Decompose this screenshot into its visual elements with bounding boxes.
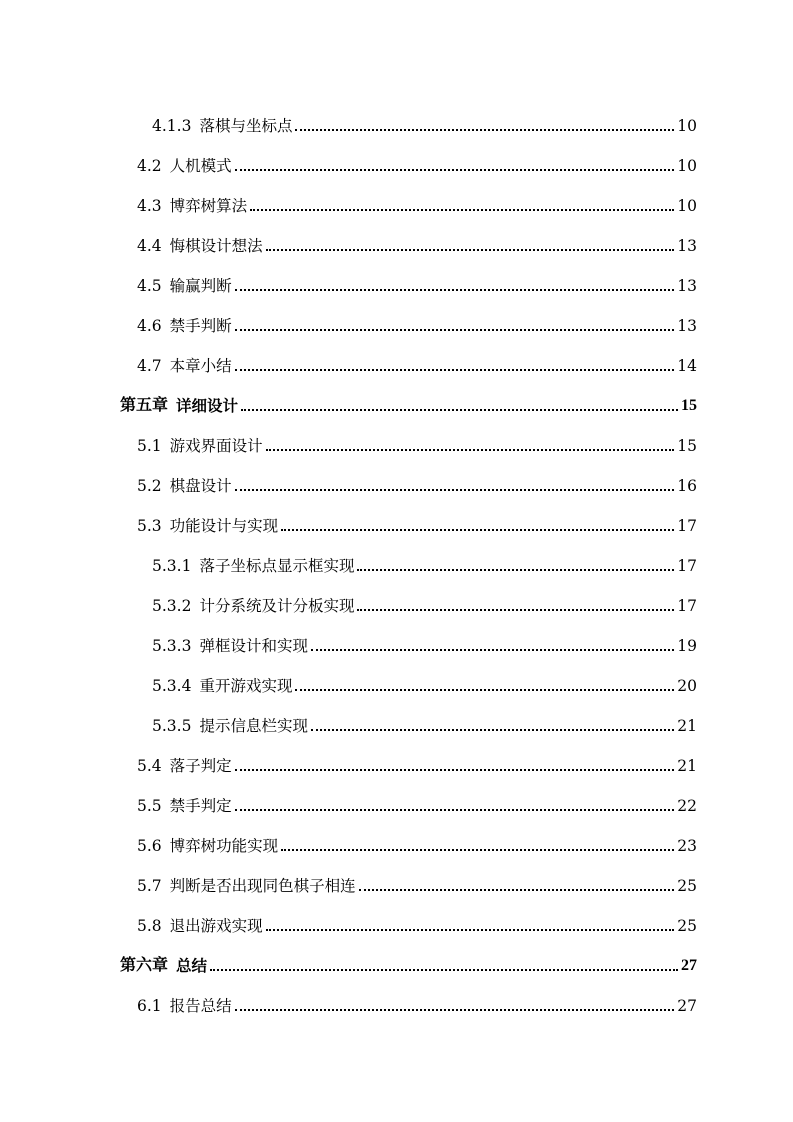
dot-leader <box>266 248 675 251</box>
dot-leader <box>235 768 675 771</box>
toc-title: 游戏界面设计 <box>169 437 263 455</box>
dot-leader <box>266 448 675 451</box>
dot-leader <box>235 488 675 491</box>
dot-leader <box>357 568 674 571</box>
toc-number: 5.3.2 <box>152 597 192 615</box>
toc-title: 落棋与坐标点 <box>199 117 293 135</box>
toc-entry[interactable] <box>137 736 697 776</box>
dot-leader <box>281 528 674 531</box>
toc-chapter-entry[interactable] <box>120 936 697 976</box>
toc-title: 博弈树算法 <box>169 197 248 215</box>
toc-title: 计分系统及计分板实现 <box>199 597 355 615</box>
toc-entry[interactable] <box>152 576 697 616</box>
toc-number: 4.1.3 <box>152 117 192 135</box>
toc-entry[interactable] <box>137 256 697 296</box>
toc-title: 落子判定 <box>169 757 232 775</box>
toc-page: 15 <box>681 397 697 414</box>
toc-page: 21 <box>677 757 697 775</box>
toc-page: 10 <box>677 197 697 215</box>
toc-entry[interactable] <box>137 776 697 816</box>
toc-entry[interactable] <box>152 656 697 696</box>
toc-entry[interactable] <box>152 536 697 576</box>
toc-title: 退出游戏实现 <box>169 917 263 935</box>
toc-title: 提示信息栏实现 <box>199 717 308 735</box>
toc-entry[interactable] <box>137 456 697 496</box>
toc-title: 禁手判定 <box>169 797 232 815</box>
toc-page: 15 <box>677 437 697 455</box>
dot-leader <box>235 168 675 171</box>
dot-leader <box>235 328 675 331</box>
toc-chapter-title: 总结 <box>176 957 208 975</box>
toc-page: 10 <box>677 117 697 135</box>
toc-title: 输赢判断 <box>169 277 232 295</box>
toc-entry[interactable] <box>152 616 697 656</box>
dot-leader <box>357 608 674 611</box>
dot-leader <box>241 408 678 411</box>
toc-page: 17 <box>677 517 697 535</box>
toc-page: 14 <box>677 357 697 375</box>
toc-title: 判断是否出现同色棋子相连 <box>169 877 356 895</box>
toc-title: 博弈树功能实现 <box>169 837 279 855</box>
dot-leader <box>311 648 674 651</box>
toc-number: 5.3.4 <box>152 677 192 695</box>
toc-number: 5.1 <box>137 437 162 455</box>
dot-leader <box>235 1008 675 1011</box>
toc-title: 人机模式 <box>169 157 232 175</box>
toc-entry[interactable] <box>137 336 697 376</box>
toc-page: 22 <box>677 797 697 815</box>
toc-number: 4.3 <box>137 197 162 215</box>
toc-page: 13 <box>677 237 697 255</box>
dot-leader <box>311 728 674 731</box>
dot-leader <box>250 208 674 211</box>
toc-title: 重开游戏实现 <box>199 677 293 695</box>
toc-page: 25 <box>677 917 697 935</box>
toc-chapter-title: 详细设计 <box>176 397 239 415</box>
toc-chapter-number: 第五章 <box>120 397 169 414</box>
toc-title: 棋盘设计 <box>169 477 232 495</box>
toc-number: 4.7 <box>137 357 162 375</box>
dot-leader <box>295 688 674 691</box>
toc-entry[interactable] <box>137 176 697 216</box>
toc-entry[interactable] <box>137 496 697 536</box>
toc-number: 4.5 <box>137 277 162 295</box>
toc-number: 5.4 <box>137 757 162 775</box>
toc-page: 27 <box>681 957 697 974</box>
toc-page: 21 <box>677 717 697 735</box>
toc-page: 13 <box>677 277 697 295</box>
toc-number: 5.3.5 <box>152 717 192 735</box>
toc-entry[interactable] <box>152 96 697 136</box>
toc-page: 17 <box>677 597 697 615</box>
toc-title: 禁手判断 <box>169 317 232 335</box>
toc-entry[interactable] <box>137 296 697 336</box>
toc-number: 4.2 <box>137 157 162 175</box>
toc-title: 本章小结 <box>169 357 232 375</box>
toc-page: 17 <box>677 557 697 575</box>
dot-leader <box>210 968 678 971</box>
dot-leader <box>266 928 675 931</box>
toc-entry[interactable] <box>137 896 697 936</box>
toc-title: 弹框设计和实现 <box>199 637 308 655</box>
toc-entry[interactable] <box>137 136 697 176</box>
toc-page: 13 <box>677 317 697 335</box>
toc-entry[interactable] <box>137 976 697 1016</box>
toc-number: 5.3.1 <box>152 557 192 575</box>
toc-chapter-number: 第六章 <box>120 957 169 974</box>
dot-leader <box>235 368 675 371</box>
toc-number: 5.3.3 <box>152 637 192 655</box>
dot-leader <box>359 888 675 891</box>
toc-number: 5.6 <box>137 837 162 855</box>
dot-leader <box>235 288 675 291</box>
toc-chapter-entry[interactable] <box>120 376 697 416</box>
dot-leader <box>295 128 674 131</box>
toc-title: 功能设计与实现 <box>169 517 279 535</box>
toc-page: 23 <box>677 837 697 855</box>
toc-page: 16 <box>677 477 697 495</box>
toc-entry[interactable] <box>137 216 697 256</box>
toc-page: 20 <box>677 677 697 695</box>
toc-title: 报告总结 <box>169 997 232 1015</box>
toc-page: 25 <box>677 877 697 895</box>
toc-title: 悔棋设计想法 <box>169 237 263 255</box>
toc-number: 5.2 <box>137 477 162 495</box>
toc-page: 19 <box>677 637 697 655</box>
toc-number: 5.3 <box>137 517 162 535</box>
toc-page: 10 <box>677 157 697 175</box>
toc-entry[interactable] <box>137 816 697 856</box>
dot-leader <box>235 808 675 811</box>
toc-number: 4.4 <box>137 237 162 255</box>
toc-number: 5.8 <box>137 917 162 935</box>
toc-number: 5.5 <box>137 797 162 815</box>
dot-leader <box>281 848 674 851</box>
toc-number: 5.7 <box>137 877 162 895</box>
toc-number: 4.6 <box>137 317 162 335</box>
toc-title: 落子坐标点显示框实现 <box>199 557 355 575</box>
toc-entry[interactable] <box>137 416 697 456</box>
toc-page: 27 <box>677 997 697 1015</box>
toc-number: 6.1 <box>137 997 162 1015</box>
toc-entry[interactable] <box>152 696 697 736</box>
toc-entry[interactable] <box>137 856 697 896</box>
